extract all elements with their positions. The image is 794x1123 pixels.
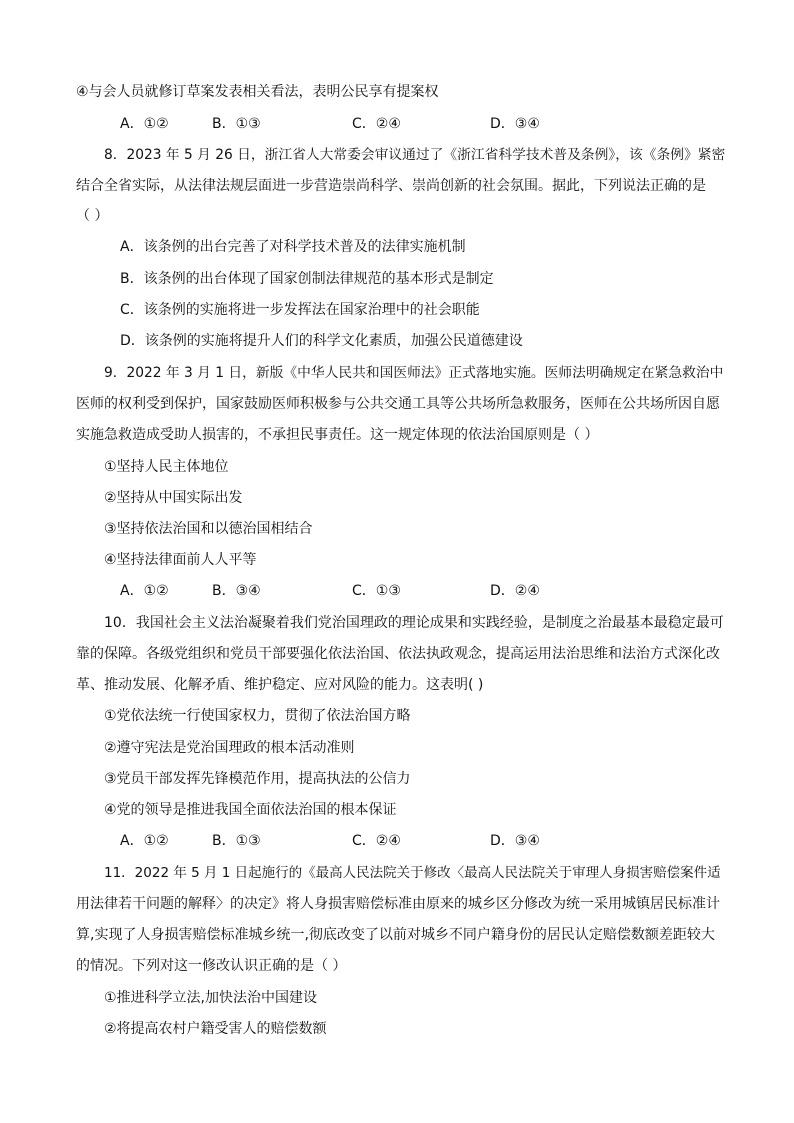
q10-item-3: ③党员干部发挥先锋模范作用，提高执法的公信力 — [104, 771, 411, 787]
q7-choice-d: D．③④ — [490, 116, 540, 132]
q8-option-a: A．该条例的出台完善了对科学技术普及的法律实施机制 — [120, 239, 466, 255]
q10-item-1: ①党依法统一行使国家权力，贯彻了依法治国方略 — [104, 708, 411, 724]
q11-item-1: ①推进科学立法,加快法治中国建设 — [104, 990, 318, 1006]
q7-choice-c: C．②④ — [352, 116, 401, 132]
q10-choice-b: B．①③ — [212, 833, 261, 849]
q9-item-4: ④坚持法律面前人人平等 — [104, 552, 257, 568]
q9-choice-c: C．①③ — [352, 583, 401, 599]
q9-choice-a: A．①② — [120, 583, 169, 599]
q7-choice-b: B．①③ — [212, 116, 261, 132]
q10-item-2: ②遵守宪法是党治国理政的根本活动准则 — [104, 740, 355, 756]
q9-stem-line-3: 实施急救造成受助人损害的，不承担民事责任。这一规定体现的依法治国原则是（ ） — [76, 427, 599, 443]
q8-option-d: D．该条例的实施将提升人们的科学文化素质，加强公民道德建设 — [120, 333, 523, 349]
q11-item-2: ②将提高农村户籍受害人的赔偿数额 — [104, 1021, 327, 1037]
q11-stem-line-3: 算,实现了人身损害赔偿标准城乡统一,彻底改变了以前对城乡不同户籍身份的居民认定赔偿数额差距较大 — [76, 927, 715, 943]
q8-stem-line-1: 8．2023 年 5 月 26 日，浙江省人大常委会审议通过了《浙江省科学技术普及条例》，该《条例》紧密 — [104, 147, 726, 163]
q9-item-2: ②坚持从中国实际出发 — [104, 490, 243, 506]
q11-stem-line-4: 的情况。下列对这一修改认识正确的是（ ） — [76, 958, 347, 974]
q7-item-4: ④与会人员就修订草案发表相关看法，表明公民享有提案权 — [76, 84, 439, 100]
q8-option-b: B．该条例的出台体现了国家创制法律规范的基本形式是制定 — [120, 271, 494, 287]
q8-stem-line-2: 结合全省实际，从法律法规层面进一步营造崇尚科学、崇尚创新的社会氛围。据此，下列说法正确的是 — [76, 178, 706, 194]
q9-choice-d: D．②④ — [490, 583, 540, 599]
q8-option-c: C．该条例的实施将进一步发挥法在国家治理中的社会职能 — [120, 302, 480, 318]
q7-choice-a: A．①② — [120, 116, 169, 132]
q9-item-3: ③坚持依法治国和以德治国相结合 — [104, 521, 313, 537]
q10-stem-line-3: 革、推动发展、化解矛盾、维护稳定、应对风险的能力。这表明( ) — [76, 677, 484, 693]
q8-stem-line-3: （ ） — [76, 208, 109, 224]
q10-choice-a: A．①② — [120, 833, 169, 849]
q10-stem-line-1: 10．我国社会主义法治凝聚着我们党治国理政的理论成果和实践经验，是制度之治最基本最稳定最可 — [104, 615, 724, 631]
q10-choice-d: D．③④ — [490, 833, 540, 849]
q9-stem-line-1: 9．2022 年 3 月 1 日，新版《中华人民共和国医师法》正式落地实施。医师法明确规定在紧急救治中 — [104, 365, 724, 381]
q9-item-1: ①坚持人民主体地位 — [104, 459, 229, 475]
q10-item-4: ④党的领导是推进我国全面依法治国的根本保证 — [104, 802, 397, 818]
q10-choice-c: C．②④ — [352, 833, 401, 849]
q11-stem-line-2: 用法律若干问题的解释〉的决定》将人身损害赔偿标准由原来的城乡区分修改为统一采用城镇居民标准计 — [76, 896, 720, 912]
q9-choice-b: B．③④ — [212, 583, 261, 599]
q11-stem-line-1: 11．2022 年 5 月 1 日起施行的《最高人民法院关于修改〈最高人民法院关于审理人身损害赔偿案件适 — [104, 865, 721, 881]
q9-stem-line-2: 医师的权利受到保护，国家鼓励医师积极参与公共交通工具等公共场所急救服务，医师在公共场所因自愿 — [76, 396, 720, 412]
q10-stem-line-2: 靠的保障。各级党组织和党员干部要强化依法治国、依法执政观念，提高运用法治思维和法治方式深化改 — [76, 646, 720, 662]
